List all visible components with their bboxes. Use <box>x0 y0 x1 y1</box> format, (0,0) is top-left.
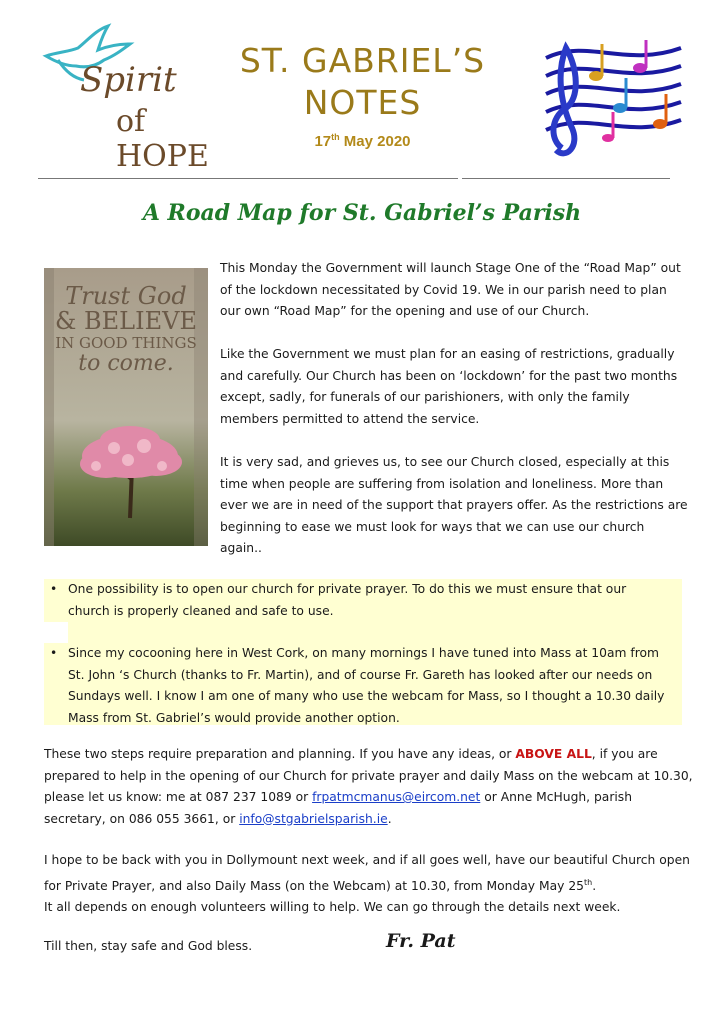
call-text-1: These two steps require preparation and planning. If you have any ideas, or <box>44 747 516 761</box>
spirit-of-hope-logo <box>38 22 218 174</box>
image-caption <box>44 284 208 375</box>
header-divider-right <box>462 178 670 179</box>
bullet-icon: • <box>50 582 58 596</box>
bullet-gap <box>44 622 68 643</box>
header-divider-left <box>38 178 458 179</box>
caption-line-2: & BELIEVE <box>55 307 197 336</box>
date-day: 17 <box>314 133 332 150</box>
signature: Fr. Pat <box>386 930 456 952</box>
logo-text-spirit: Spirit <box>80 60 177 100</box>
date-month-year: May 2020 <box>339 133 411 150</box>
email-link-info[interactable]: info@stgabrielsparish.ie <box>239 811 388 826</box>
article-headline: A Road Map for St. Gabriel’s Parish <box>142 200 582 226</box>
call-text-4: . <box>387 811 392 826</box>
music-staff-icon <box>536 28 686 168</box>
email-link-frpat[interactable]: frpatmcmanus@eircom.net <box>312 790 481 804</box>
paragraph-church-closed: It is very sad, and grieves us, to see our Church closed, especially at this time when people are suffering from isolation and loneliness. More than ever we are in need of the support that prayers offer. As the restrictions are beginning to ease we must look for ways that we can use our church again.. <box>220 455 688 555</box>
bullet-item-private-prayer <box>44 579 682 643</box>
paragraph-road-map: This Monday the Government will launch Stage One of the “Road Map” out of the lockdown necessitated by Covid 19. We in our parish need to plan our own “Road Map” for the opening and use of our Church. <box>220 261 681 318</box>
date-suffix: th <box>331 132 340 142</box>
call-text-3: or Anne McHugh, parish secretary, on 086 055 3661, or <box>44 790 633 826</box>
logo-text-of-hope: of HOPE <box>116 104 209 174</box>
dollymount-line-1-end: . <box>592 878 597 893</box>
title-line-1: ST. GABRIEL’S <box>239 41 486 80</box>
paragraph-dollymount <box>44 850 694 919</box>
caption-line-1: Trust God <box>65 282 187 310</box>
bullet-text: One possibility is to open our church for private prayer. To do this we must ensure that our church is properly cleaned and safe to use. <box>68 582 627 618</box>
date-suffix-th: th <box>583 877 593 887</box>
paragraph-restrictions: Like the Government we must plan for an easing of restrictions, gradually and carefully. Our Church has been on ‘lockdown’ for the past two months except, sadly, for funerals of our parishioners, with only the family members permitted to attend the service. <box>220 347 678 426</box>
title-line-2: NOTES <box>303 83 422 122</box>
dollymount-line-1: I hope to be back with you in Dollymount next week, and if all goes well, have our beautiful Church open for Private Prayer, and also Daily Mass (on the Webcam) at 10.30, from Monday May 25 <box>44 853 690 893</box>
dollymount-line-2: It all depends on enough volunteers willing to help. We can go through the details next week. <box>44 900 621 915</box>
call-text-2: , if you are prepared to help in the opening of our Church for private prayer and daily Mass on the webcam at 10.30, please let us know: me at 087 237 1089 or <box>44 747 693 804</box>
bullet-text: Since my cocooning here in West Cork, on many mornings I have tuned into Mass at 10am from St. John ‘s Church (thanks to Fr. Martin), and of course Fr. Gareth has looked after our needs on Sundays well. I know I am one of many who use the webcam for Mass, so I thought a 10.30 daily Mass from St. Gabriel’s would provide another option. <box>68 646 665 725</box>
caption-line-3: IN GOOD THINGS <box>55 334 197 353</box>
bullet-item-daily-mass <box>44 643 682 725</box>
paragraph-call-for-help <box>44 744 694 830</box>
issue-date <box>220 132 505 150</box>
bullet-icon: • <box>50 646 58 660</box>
closing-line: Till then, stay safe and God bless. <box>44 939 253 953</box>
above-all-emphasis: ABOVE ALL <box>515 747 592 761</box>
caption-line-4: to come. <box>78 351 174 377</box>
newsletter-title <box>220 40 505 150</box>
bullet-list <box>44 579 682 725</box>
trust-god-image <box>44 268 208 546</box>
